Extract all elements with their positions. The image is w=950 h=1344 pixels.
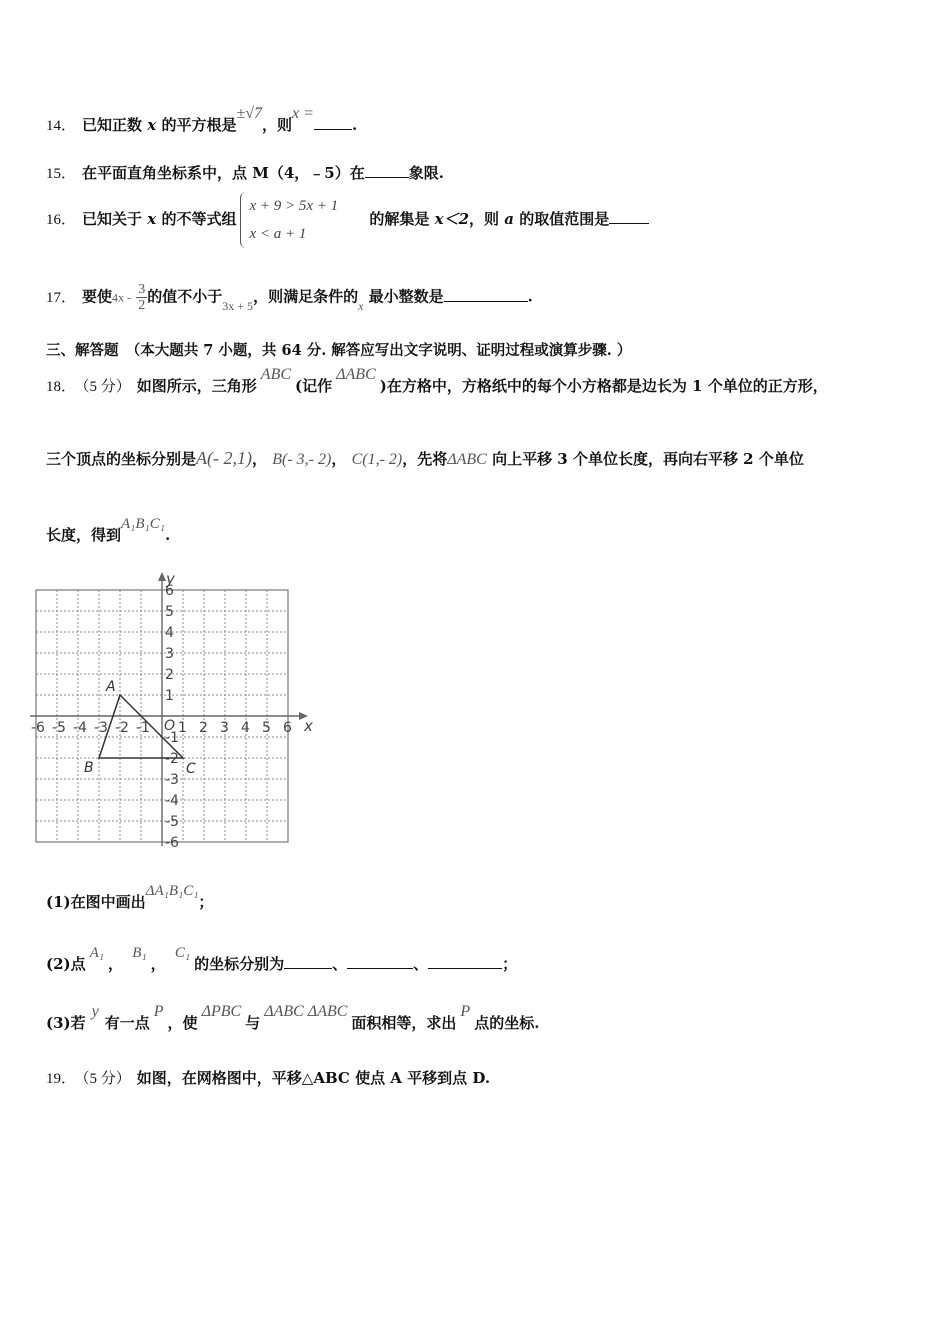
x-tick-label: 3 [220, 720, 229, 736]
question-16: 16． 已知关于 x 的不等式组 x + 9 > 5x + 1 x < a + 1 的解集是 x＜2，则 a 的取值范围是 [46, 192, 649, 248]
x-tick-label: -6 [31, 720, 45, 736]
y-tick-label: 5 [165, 604, 174, 620]
coordinate-grid-figure [31, 562, 340, 854]
x-tick-label: -3 [94, 720, 108, 736]
y-tick-label: -4 [165, 793, 179, 809]
x-tick-label: 6 [283, 720, 292, 736]
x-tick-label: 5 [262, 720, 271, 736]
x-tick-label: -5 [52, 720, 66, 736]
point-C: C(1,- 2) [351, 451, 403, 468]
section-title: 三、解答题 （本大题共 7 小题，共 64 分. 解答应写出文字说明、证明过程或演算步骤. ） [46, 342, 632, 359]
question-17: 17． 要使4x - $\frac{3}{2}$ 的值不小于$_{3x + 5}$，则满足条件的$_x$ 最小整数是 . [46, 282, 533, 313]
answer-blank[interactable] [444, 287, 528, 302]
sqrt-expression: ±√7 [236, 105, 263, 122]
y-tick-label: -5 [165, 814, 179, 830]
part-3: (3)若y有一点P，使ΔPBC与ΔABC ΔABC面积相等，求出P点的坐标. [46, 1003, 540, 1032]
question-19: 19． （5 分） 如图，在网格图中，平移△ABC 使点 A 平移到点 D. [46, 1069, 491, 1087]
question-number: 14． [46, 118, 77, 134]
y-tick-label: 6 [165, 583, 174, 599]
answer-blank-C1[interactable] [428, 954, 502, 969]
answer-blank-B1[interactable] [347, 954, 413, 969]
answer-blank[interactable] [314, 115, 352, 130]
x-tick-label: 1 [178, 720, 187, 736]
x-axis-label: x [304, 717, 313, 735]
y-tick-label: 3 [165, 646, 174, 662]
question-15: 15． 在平面直角坐标系中，点 M（4，﹣5）在 象限. [46, 164, 444, 182]
question-14: 14． 已知正数 x 的平方根是±√7，则x =. [46, 105, 358, 134]
vertex-label-C: C [186, 761, 196, 777]
point-B: B(- 3,- 2) [272, 451, 332, 468]
answer-blank[interactable] [609, 209, 649, 224]
x-tick-label: -2 [115, 720, 129, 736]
question-18-line1: 18． （5 分） 如图所示，三角形ABC(记作ΔABC)在方格中，方格纸中的每个小方格都是边长为 1 个单位的正方形， [46, 366, 828, 395]
y-tick-label: 4 [165, 625, 174, 641]
y-axis-label: y [166, 570, 175, 588]
y-tick-label: -1 [165, 730, 179, 746]
x-tick-label: -4 [73, 720, 87, 736]
y-tick-label: 1 [165, 688, 174, 704]
answer-blank[interactable] [365, 163, 409, 178]
x-tick-label: 2 [199, 720, 208, 736]
y-tick-label: 2 [165, 667, 174, 683]
vertex-label-B: B [84, 760, 94, 776]
answer-blank-A1[interactable] [284, 954, 332, 969]
x-tick-label: -1 [136, 720, 150, 736]
y-axis-arrow [158, 572, 166, 581]
fraction: $\frac{3}{2}$ [138, 282, 146, 313]
inequality-system: x + 9 > 5x + 1 x < a + 1 [240, 192, 338, 248]
y-tick-label: -2 [165, 751, 179, 767]
question-18-line3: 长度，得到A₁B₁C₁. [46, 516, 171, 544]
part-1: (1)在图中画出ΔA₁B₁C₁； [46, 883, 214, 911]
y-tick-label: -3 [165, 772, 179, 788]
point-A: A(- 2,1) [196, 448, 252, 468]
origin-label: O [164, 718, 176, 734]
question-18-line2: 三个顶点的坐标分别是A(- 2,1)， B(- 3,- 2)， C(1,- 2)，先将ΔABC 向上平移 3 个单位长度，再向右平移 2 个单位 [46, 448, 804, 468]
vertex-label-A: A [106, 679, 116, 695]
x-tick-label: 4 [241, 720, 250, 736]
y-tick-label: -6 [165, 835, 179, 851]
part-2: (2)点A₁， B₁， C₁的坐标分别为 、 、 ； [46, 945, 518, 973]
